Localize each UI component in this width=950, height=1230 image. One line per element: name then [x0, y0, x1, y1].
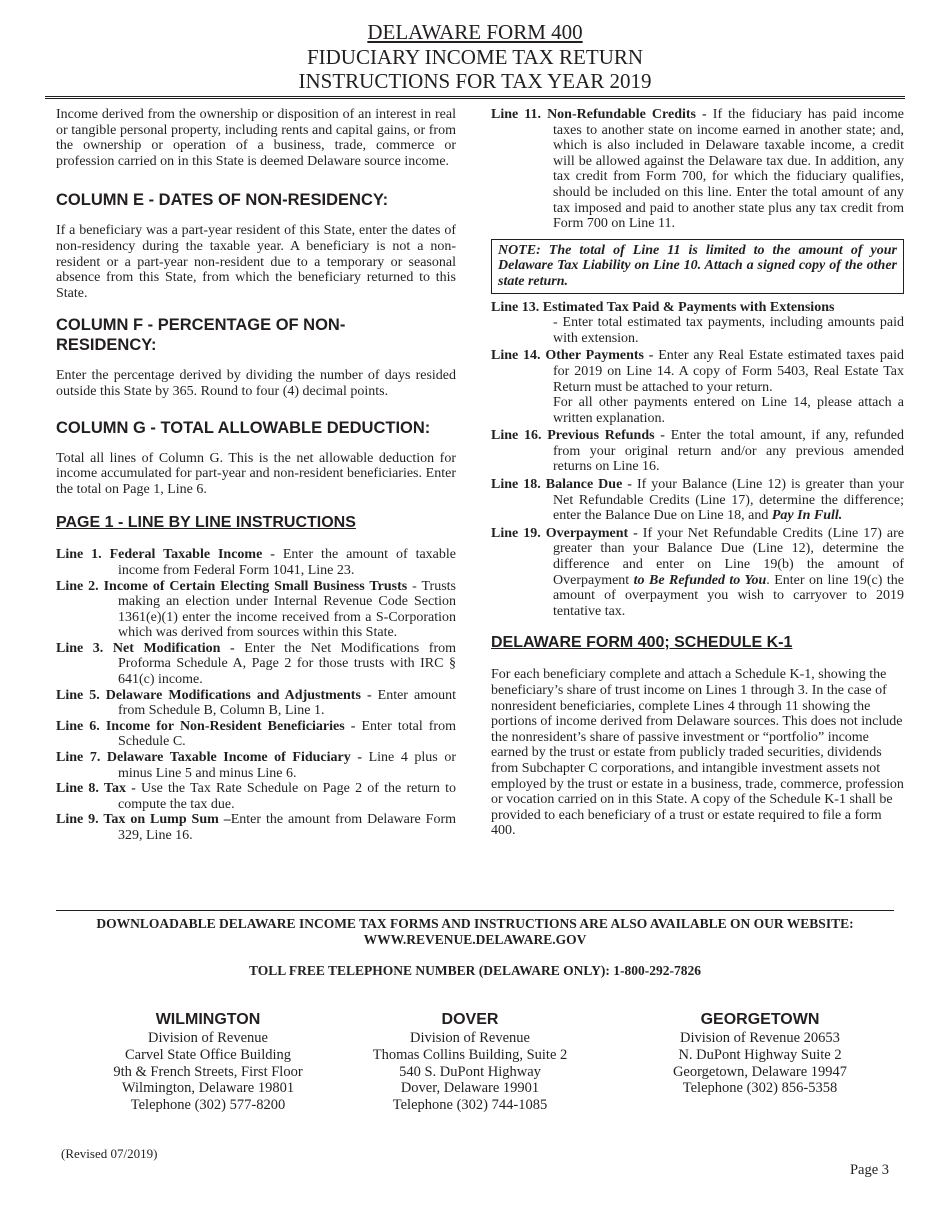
office-line: Thomas Collins Building, Suite 2: [372, 1046, 568, 1063]
page1-heading: PAGE 1 - LINE BY LINE INSTRUCTIONS: [56, 514, 356, 532]
column-g-heading: COLUMN G - TOTAL ALLOWABLE DEDUCTION:: [56, 418, 431, 437]
line-9-instruction: Line 9. Tax on Lump Sum –Enter the amount from Delaware Form 329, Line 16.: [56, 812, 457, 843]
office-wilmington: [93, 1010, 323, 1114]
line-14-note: For all other payments entered on Line 14, please attach a written explanation.: [553, 395, 904, 426]
office-line: Division of Revenue: [147, 1030, 268, 1046]
right-column: [491, 107, 904, 839]
office-dover: [355, 1010, 585, 1114]
office-line: Division of Revenue 20653: [680, 1030, 840, 1046]
form-subtitle: FIDUCIARY INCOME TAX RETURN: [306, 44, 644, 69]
column-f-heading-line2: RESIDENCY:: [56, 336, 157, 355]
line-18-instruction: Line 18. Balance Due - If your Balance (Line 12) is greater than your Net Refundable Credits (Line 17), determine the difference; enter the Balance Due on Line 18, and Pay In Full.: [491, 477, 904, 524]
line-13-label: Line 13. Estimated Tax Paid & Payments with Extensions: [491, 299, 835, 315]
download-line: DOWNLOADABLE DELAWARE INCOME TAX FORMS AND INSTRUCTIONS ARE ALSO AVAILABLE ON OUR WEBSITE:: [96, 916, 854, 931]
column-f-heading: [56, 315, 456, 355]
revision-date: (Revised 07/2019): [61, 1146, 158, 1161]
line-13-text: - Enter total estimated tax payments, including amounts paid with extension.: [553, 315, 904, 346]
office-line: Wilmington, Delaware 19801: [121, 1080, 295, 1097]
office-line: Georgetown, Delaware 19947: [672, 1063, 848, 1080]
column-f-heading-line1: COLUMN F - PERCENTAGE OF NON-: [56, 316, 346, 335]
column-e-heading: COLUMN E - DATES OF NON-RESIDENCY:: [56, 191, 389, 210]
column-e-text: If a beneficiary was a part-year resident of this State, enter the dates of non-residency during the taxable year. A beneficiary is not a non-resident or a part-year non-resident due to a temporary or seasonal absence from this State, from which the beneficiary returned to this State.: [56, 223, 456, 301]
office-line: N. DuPont Highway Suite 2: [678, 1046, 842, 1063]
left-column: [56, 107, 456, 844]
schedule-k1-heading: DELAWARE FORM 400; SCHEDULE K-1: [491, 634, 793, 652]
office-line: Division of Revenue: [409, 1030, 530, 1046]
page-header: [0, 20, 950, 94]
download-notice: [56, 916, 894, 948]
line-7-instruction: Line 7. Delaware Taxable Income of Fiduciary - Line 4 plus or minus Line 5 and minus Line 6.: [56, 750, 456, 781]
line-11-instruction: Line 11. Non-Refundable Credits - If the fiduciary has paid income taxes to another state on income earned in another state; and, which is also included in Delaware taxable income, a credit will be allowed against the Delaware tax due. In addition, any tax credit from Form 700, for which the fiduciary qualifies, should be included on this line. Enter the total amount of any tax imposed and paid to another state plus any tax credit from Form 700 on Line 11.: [491, 107, 904, 232]
office-city: WILMINGTON: [155, 1011, 261, 1028]
toll-free-number: TOLL FREE TELEPHONE NUMBER (DELAWARE ONLY): 1-800-292-7826: [248, 963, 702, 978]
office-line: Dover, Delaware 19901: [400, 1080, 540, 1097]
footer-divider: [56, 910, 894, 911]
line-11-note: NOTE: The total of Line 11 is limited to the amount of your Delaware Tax Liability on Line 10. Attach a signed copy of the other state return.: [491, 239, 904, 294]
line-list: [56, 547, 456, 843]
office-phone: Telephone (302) 577-8200: [130, 1097, 286, 1114]
line-1-instruction: Line 1. Federal Taxable Income - Enter the amount of taxable income from Federal Form 1041, Line 23.: [56, 547, 456, 578]
website-link[interactable]: WWW.REVENUE.DELAWARE.GOV: [363, 932, 587, 947]
line-16-instruction: Line 16. Previous Refunds - Enter the total amount, if any, refunded from your original return and/or any previous amended returns on Line 16.: [491, 428, 904, 475]
office-line: Carvel State Office Building: [124, 1046, 292, 1063]
column-f-text: Enter the percentage derived by dividing the number of days resided outside this State by 365. Round to four (4) decimal points.: [56, 368, 456, 399]
instructions-title: INSTRUCTIONS FOR TAX YEAR 2019: [298, 69, 652, 93]
office-line: 540 S. DuPont Highway: [399, 1063, 541, 1080]
line-2-instruction: Line 2. Income of Certain Electing Small Business Trusts - Trusts making an election under Internal Revenue Code Section 1361(e)(1) enter the income received from a S-Corporation which was derived from sources within this State.: [56, 578, 456, 641]
page-number: Page 3: [849, 1162, 889, 1178]
line-8-instruction: Line 8. Tax - Use the Tax Rate Schedule on Page 2 of the return to compute the tax due.: [56, 781, 456, 812]
line-13-instruction: [491, 300, 904, 347]
schedule-k1-text: For each beneficiary complete and attach a Schedule K-1, showing the beneficiary’s share of trust income on Lines 1 through 3. In the case of nonresident beneficiaries, complete Lines 4 through 11 showing the portions of income derived from Delaware sources. This does not include the nonresident’s share of passive investment or “portfolio” income earned by the trust or estate from publicly traded securities, dividends from Subchapter C corporations, and intangible investment assets not employed by the trust or estate in a business, trade, commerce, profession or vocation carried on in this State. A copy of the Schedule K-1 shall be provided to each beneficiary of a trust or estate required to file a form 400.: [491, 667, 904, 839]
office-line: 9th & French Streets, First Floor: [113, 1063, 303, 1080]
office-phone: Telephone (302) 744-1085: [392, 1097, 548, 1114]
line-14-instruction: Line 14. Other Payments - Enter any Real Estate estimated taxes paid for 2019 on Line 14. A copy of Form 5403, Real Estate Tax Return must be attached to your return.: [491, 348, 904, 395]
column-g-text: Total all lines of Column G. This is the net allowable deduction for income accumulated for part-year and non-resident beneficiaries. Enter the total on Page 1, Line 6.: [56, 450, 456, 497]
line-19-instruction: Line 19. Overpayment - If your Net Refundable Credits (Line 17) are greater than your Balance Due (Line 12), determine the difference and enter on Line 19(b) the amount of Overpayment to Be Refunded to You. Enter on line 19(c) the amount of overpayment you wish to carryover to 2019 tentative tax.: [491, 525, 904, 619]
header-divider: [45, 96, 905, 99]
office-city: GEORGETOWN: [700, 1011, 820, 1028]
line-5-instruction: Line 5. Delaware Modifications and Adjustments - Enter amount from Schedule B, Column B, Line 1.: [56, 687, 457, 719]
office-city: DOVER: [441, 1011, 499, 1028]
line-3-instruction: Line 3. Net Modification - Enter the Net Modifications from Proforma Schedule A, Page 2 for those trusts with IRC § 641(c) income.: [56, 640, 456, 688]
form-title: DELAWARE FORM 400: [367, 20, 583, 44]
intro-paragraph: Income derived from the ownership or disposition of an interest in real or tangible personal property, including rents and capital gains, or from the ownership or operation of a business, trade, commerce or profession carried on in this State is deemed Delaware source income.: [56, 107, 456, 169]
line-6-instruction: Line 6. Income for Non-Resident Beneficiaries - Enter total from Schedule C.: [56, 718, 456, 750]
office-phone: Telephone (302) 856-5358: [682, 1080, 838, 1097]
office-georgetown: [645, 1010, 875, 1097]
